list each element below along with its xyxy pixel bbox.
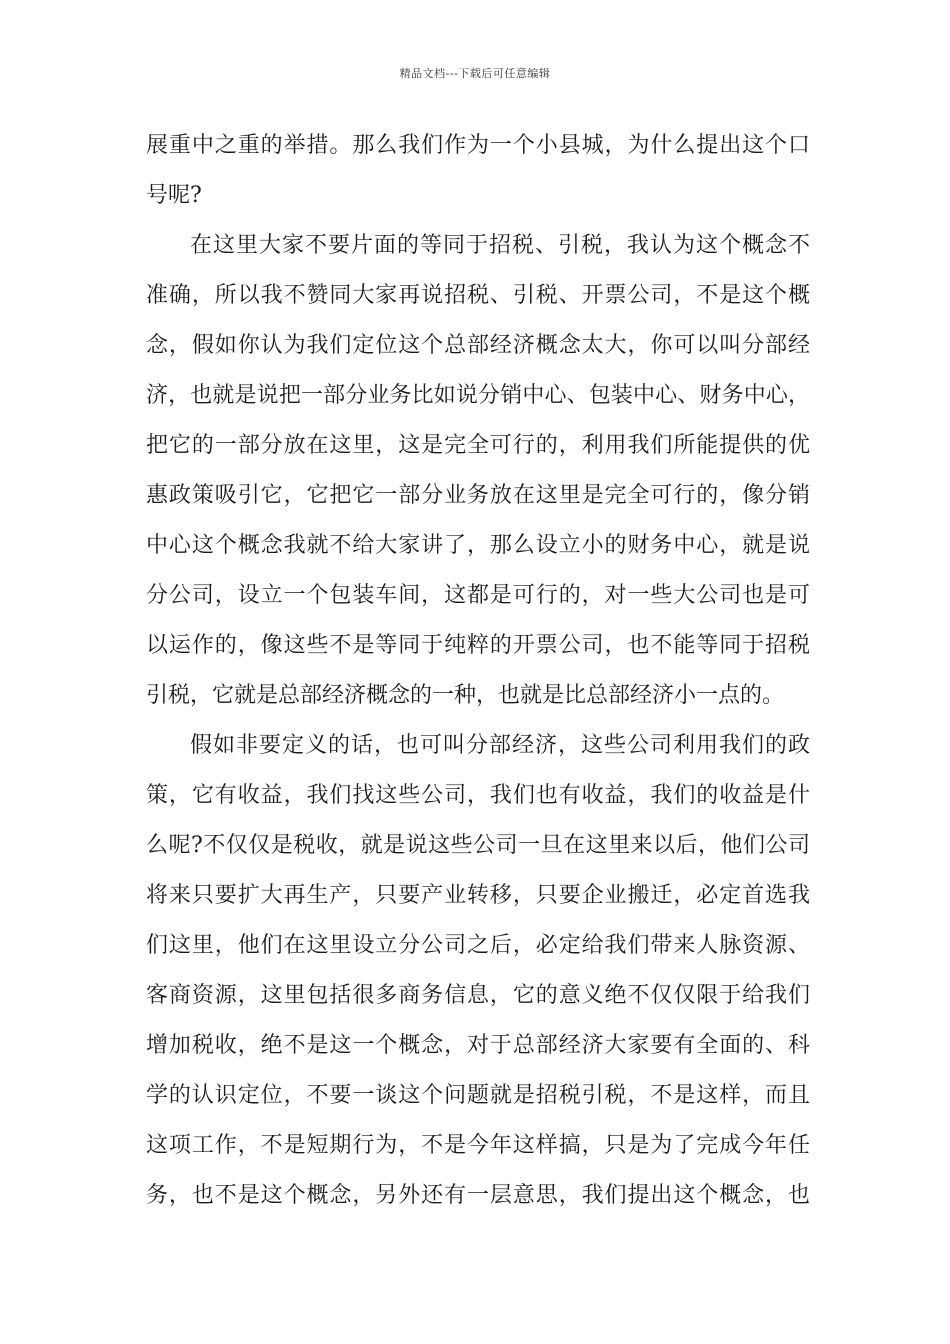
paragraph-first-line: 在这里大家不要片面的等同于招税、引税，我认为这个概念不 [190,233,810,258]
text-line: 中心这个概念我就不给大家讲了，那么设立小的财务中心，就是说 [146,533,810,558]
text-line: 这项工作，不是短期行为，不是今年这样搞，只是为了完成今年任 [146,1133,810,1158]
text-line: 们这里，他们在这里设立分公司之后，必定给我们带来人脉资源、 [146,933,810,958]
text-line: 念，假如你认为我们定位这个总部经济概念太大，你可以叫分部经 [146,333,810,358]
text-line: 引税，它就是总部经济概念的一种，也就是比总部经济小一点的。 [146,683,785,708]
body-text [146,121,810,1221]
page-header: 精品文档---下载后可任意编辑 [399,67,551,80]
text-line: 么呢?不仅仅是税收，就是说这些公司一旦在这里来以后，他们公司 [146,833,810,858]
text-line: 增加税收，绝不是这一个概念，对于总部经济大家要有全面的、科 [146,1033,810,1058]
text-line: 惠政策吸引它，它把它一部分业务放在这里是完全可行的，像分销 [146,483,810,508]
text-line: 以运作的，像这些不是等同于纯粹的开票公司，也不能等同于招税 [146,633,810,658]
text-line: 济，也就是说把一部分业务比如说分销中心、包装中心、财务中心， [146,383,810,408]
text-line: 策，它有收益，我们找这些公司，我们也有收益，我们的收益是什 [146,783,810,808]
text-line: 把它的一部分放在这里，这是完全可行的，利用我们所能提供的优 [146,433,810,458]
text-line: 学的认识定位，不要一谈这个问题就是招税引税，不是这样，而且 [146,1083,810,1108]
paragraph-first-line: 假如非要定义的话，也可叫分部经济，这些公司利用我们的政 [190,733,810,758]
text-line: 将来只要扩大再生产，只要产业转移，只要企业搬迁，必定首选我 [146,883,810,908]
text-line: 号呢? [146,183,202,208]
text-line: 务，也不是这个概念，另外还有一层意思，我们提出这个概念，也 [146,1183,810,1208]
text-line: 客商资源，这里包括很多商务信息，它的意义绝不仅仅限于给我们 [146,983,810,1008]
text-line: 分公司，设立一个包装车间，这都是可行的，对一些大公司也是可 [146,583,810,608]
text-line: 准确，所以我不赞同大家再说招税、引税、开票公司，不是这个概 [146,283,810,308]
text-line: 展重中之重的举措。那么我们作为一个小县城，为什么提出这个口 [146,133,810,158]
